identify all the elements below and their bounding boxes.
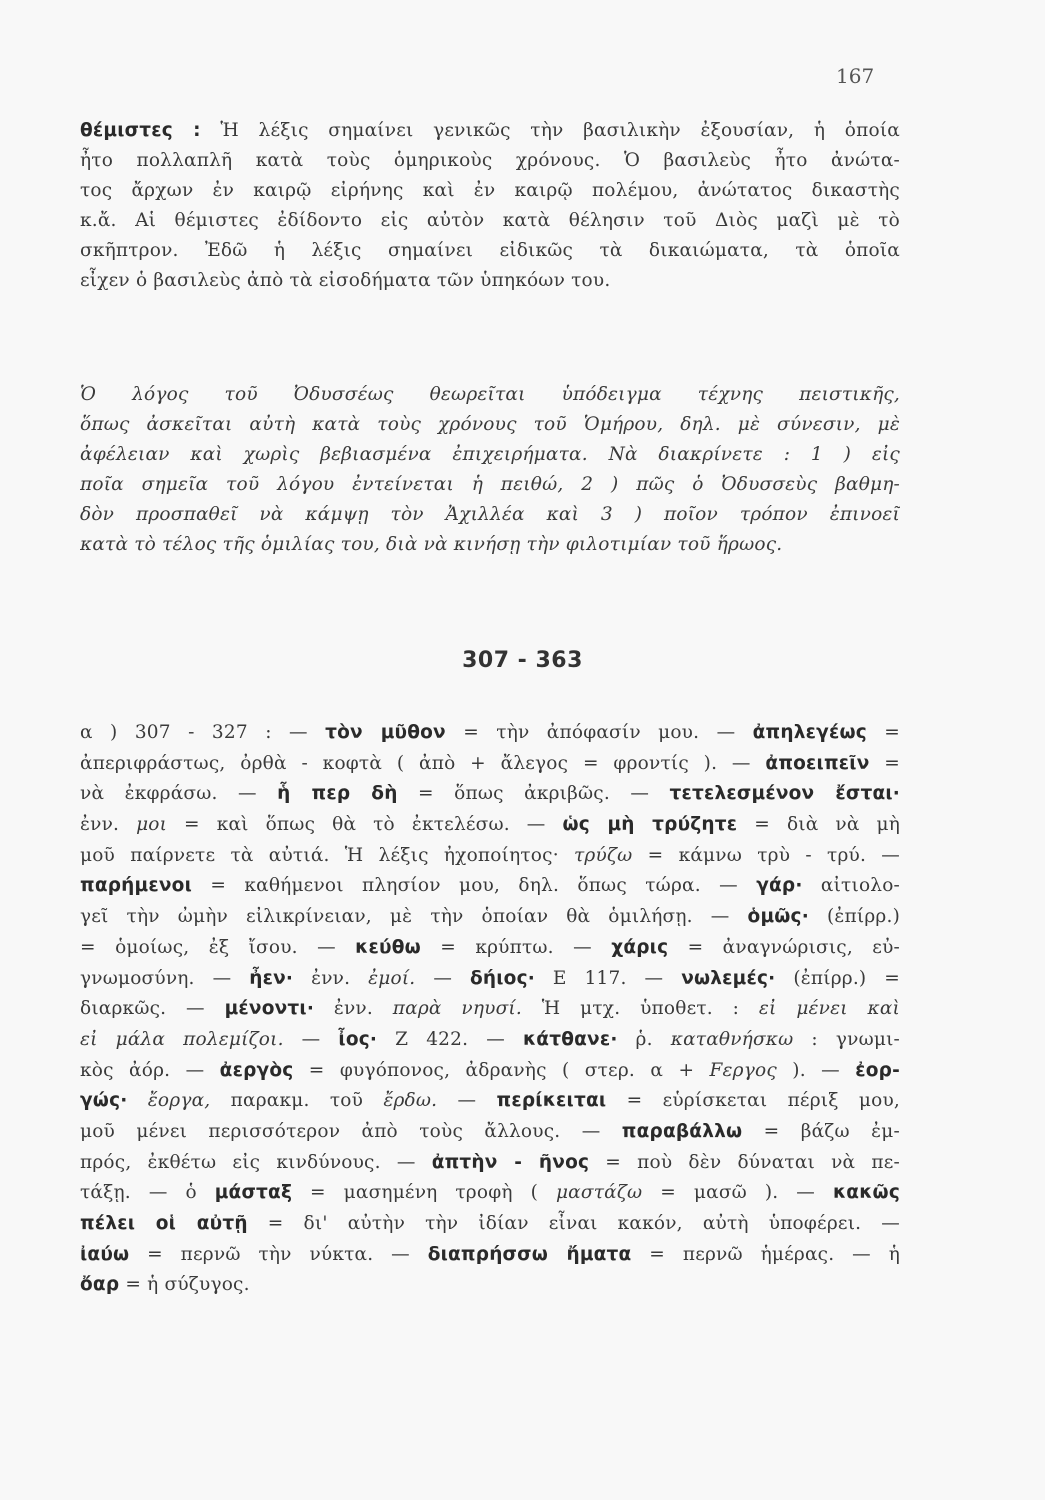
line-text	[127, 1090, 147, 1111]
line-text: τος ἄρχων ἐν καιρῷ εἰρήνης καὶ ἐν καιρῷ πολέμου, ἀνώτατος δικαστὴς	[80, 180, 900, 201]
text-line	[80, 1209, 900, 1240]
line-text: —	[283, 1028, 339, 1050]
term: ἰαύω	[80, 1243, 130, 1265]
line-text: Ε 117. —	[534, 967, 682, 989]
line-text: ἀπεριφράστως, ὀρθὰ - κοφτὰ ( ἀπὸ + ἄλεγος = φροντίς ). —	[80, 752, 766, 774]
term: δήιος·	[469, 967, 535, 989]
line-text: : γνωμι-	[793, 1028, 900, 1050]
term: μάσταξ	[214, 1182, 293, 1204]
text-line	[80, 1056, 900, 1087]
line-text: = ἀναγνώρισις, εὐ-	[668, 936, 900, 958]
text-line	[80, 871, 900, 902]
text-line	[80, 1270, 900, 1301]
section-heading: 307 - 363	[462, 648, 583, 673]
italic-word: καταθνήσκω	[670, 1028, 794, 1050]
text-line	[80, 206, 900, 236]
line-text: α ) 307 - 327 : —	[80, 722, 326, 743]
line-text: εἶχεν ὁ βασιλεὺς ἀπὸ τὰ εἰσοδήματα τῶν ὑπηκόων του.	[80, 270, 611, 291]
text-line: κατὰ τὸ τέλος τῆς ὁμιλίας του, διὰ νὰ κινήσῃ τὴν φιλοτιμίαν τοῦ ἥρωος.	[80, 534, 783, 555]
paragraph-themistes	[80, 116, 900, 296]
line-text: =	[866, 722, 900, 743]
term: ὄαρ	[80, 1274, 120, 1296]
text-line: δὸν προσπαθεῖ νὰ κάμψῃ τὸν Ἀχιλλέα καὶ 3 ) ποῖον τρόπον ἐπινοεῖ	[80, 504, 900, 525]
italic-word: Fεργος	[709, 1059, 777, 1081]
line-text: =	[869, 752, 900, 774]
text-line: ἀφέλειαν καὶ χωρὶς βεβιασμένα ἐπιχειρήματα. Νὰ διακρίνετε : 1 ) εἰς	[80, 444, 900, 465]
text-line	[80, 718, 900, 749]
line-text: γνωμοσύνη. —	[80, 967, 250, 989]
line-text: = φυγόπονος, ἀδρανὴς ( στερ. α +	[293, 1059, 710, 1081]
line-text: τάξῃ. — ὁ	[80, 1182, 215, 1204]
line-text: ἐνν.	[314, 998, 393, 1020]
text-line	[80, 964, 900, 995]
line-text: = κρύπτω. —	[420, 936, 612, 958]
line-text: πρός, ἐκθέτω εἰς κινδύνους. —	[80, 1151, 432, 1173]
page-number: 167	[836, 64, 875, 88]
term: γώς·	[80, 1090, 128, 1112]
term: μένοντι·	[224, 998, 315, 1020]
line-text: = διὰ νὰ μὴ	[737, 814, 900, 836]
line-text: ἐνν.	[293, 967, 369, 989]
line-text: = ὁμοίως, ἐξ ἴσου. —	[80, 936, 356, 958]
line-text: = περνῶ τὴν νύκτα. —	[129, 1243, 428, 1265]
term: θέμιστες :	[80, 120, 201, 141]
paragraph-odysseus-speech	[80, 380, 900, 560]
line-text: = κάμνω τρὺ - τρύ. —	[632, 844, 900, 866]
term: τὸν μῦθον	[325, 722, 446, 743]
text-line	[80, 266, 900, 296]
term: κεύθω	[355, 936, 421, 958]
line-text: μοῦ μένει περισσότερον ἀπὸ τοὺς ἄλλους. —	[80, 1120, 622, 1142]
line-text: παρακμ. τοῦ	[210, 1090, 384, 1112]
term: παρήμενοι	[80, 875, 192, 897]
line-text: = ὅπως ἀκριβῶς. —	[397, 783, 670, 805]
line-text: κὸς ἀόρ. —	[80, 1059, 220, 1081]
line-text: (ἐπίρρ.) =	[775, 967, 900, 989]
italic-word: τρύζω	[573, 844, 633, 866]
term: ἀπηλεγέως	[752, 722, 867, 743]
line-text: σκῆπτρον. Ἐδῶ ἡ λέξις σημαίνει εἰδικῶς τὰ δικαιώματα, τὰ ὁποῖα	[80, 240, 900, 261]
line-text: = εὑρίσκεται πέριξ μου,	[606, 1090, 900, 1112]
line-text: μοῦ παίρνετε τὰ αὐτιά. Ἡ λέξις ἠχοποίητος·	[80, 844, 574, 866]
text-line	[80, 146, 900, 176]
term: πέλει οἱ αὐτῇ	[80, 1213, 248, 1234]
term: ἀπτὴν - ῆνος	[431, 1151, 590, 1173]
line-text: ῥ.	[617, 1028, 671, 1050]
line-text: ). —	[776, 1059, 856, 1081]
paragraph-glossary	[80, 718, 900, 1301]
text-line: Ὁ λόγος τοῦ Ὀδυσσέως θεωρεῖται ὑπόδειγμα τέχνης πειστικῆς,	[80, 384, 900, 405]
text-line	[80, 779, 900, 810]
italic-word: ἔρδω.	[383, 1090, 438, 1112]
italic-word: ἐμοί.	[368, 967, 416, 989]
line-text: = καθήμενοι πλησίον μου, δηλ. ὅπως τώρα. —	[192, 875, 757, 897]
line-text: = μασῶ ). —	[642, 1182, 833, 1204]
term: γάρ·	[756, 875, 803, 897]
text-line	[80, 933, 900, 964]
line-text: Ἡ λέξις σημαίνει γενικῶς τὴν βασιλικὴν ἐξουσίαν, ἡ ὁποία	[200, 120, 900, 141]
italic-word: μαστάζω	[555, 1182, 643, 1204]
line-text: = ἡ σύζυγος.	[119, 1274, 250, 1296]
term: ἦεν·	[249, 967, 294, 989]
term: διαπρήσσω ἤματα	[427, 1243, 632, 1265]
line-text: ἦτο πολλαπλῆ κατὰ τοὺς ὁμηρικοὺς χρόνους. Ὁ βασιλεὺς ἦτο ἀνώτα-	[80, 150, 900, 171]
italic-word: εἰ μένει καὶ	[758, 998, 900, 1020]
term: ὁμῶς·	[747, 906, 809, 928]
term: κάτθανε·	[522, 1028, 618, 1050]
italic-word: εἰ μάλα πολεμίζοι.	[80, 1028, 284, 1050]
line-text: = περνῶ ἡμέρας. — ἡ	[631, 1243, 900, 1265]
text-line: ὅπως ἀσκεῖται αὐτὴ κατὰ τοὺς χρόνους τοῦ Ὁμήρου, δηλ. μὲ σύνεσιν, μὲ	[80, 414, 900, 435]
line-text: = μασημένη τροφὴ (	[292, 1182, 556, 1204]
term: ἐορ-	[855, 1059, 900, 1081]
text-line	[80, 1086, 900, 1117]
term: νωλεμές·	[681, 967, 776, 989]
term: περίκειται	[496, 1090, 607, 1112]
italic-word: παρὰ νηυσί.	[392, 998, 522, 1020]
line-text: αἰτιολο-	[802, 875, 900, 897]
text-line	[80, 1178, 900, 1209]
text-line: ποῖα σημεῖα τοῦ λόγου ἐντείνεται ἡ πειθώ, 2 ) πῶς ὁ Ὀδυσσεὺς βαθμη-	[80, 474, 900, 495]
text-line	[80, 116, 900, 146]
text-line	[80, 810, 900, 841]
term: ἀεργὸς	[219, 1059, 294, 1081]
text-line	[80, 902, 900, 933]
line-text: Ζ 422. —	[377, 1028, 523, 1050]
term: ἧ περ δὴ	[277, 783, 398, 805]
line-text: (ἐπίρρ.)	[808, 906, 900, 928]
italic-word: ἔοργα,	[147, 1090, 211, 1112]
term: παραβάλλω	[621, 1120, 743, 1142]
text-line	[80, 176, 900, 206]
text-line	[80, 749, 900, 780]
line-text: = τὴν ἀπόφασίν μου. —	[445, 722, 753, 743]
italic-word: μοι	[136, 814, 168, 836]
term: ἶος·	[338, 1028, 378, 1050]
line-text: ἐνν.	[80, 814, 137, 836]
line-text: = καὶ ὅπως θὰ τὸ ἐκτελέσω. —	[167, 814, 563, 836]
line-text: = ποὺ δὲν δύναται νὰ πε-	[589, 1151, 900, 1173]
line-text: νὰ ἐκφράσω. —	[80, 783, 278, 805]
text-line	[80, 1025, 900, 1056]
line-text: γεῖ τὴν ὠμὴν εἰλικρίνειαν, μὲ τὴν ὁποίαν θὰ ὁμιλήσῃ. —	[80, 906, 748, 928]
line-text: = δι' αὐτὴν τὴν ἰδίαν εἶναι κακόν, αὐτὴ ὑποφέρει. —	[247, 1213, 900, 1234]
text-line	[80, 994, 900, 1025]
line-text: —	[437, 1090, 497, 1112]
text-line	[80, 1117, 900, 1148]
text-line	[80, 236, 900, 266]
term: κακῶς	[832, 1182, 900, 1204]
line-text: = βάζω ἐμ-	[742, 1120, 900, 1142]
term: τετελεσμένον ἔσται·	[669, 783, 900, 805]
line-text: Ἡ μτχ. ὑποθετ. :	[521, 998, 759, 1020]
term: ὡς μὴ τρύζητε	[562, 814, 738, 836]
line-text: διαρκῶς. —	[80, 998, 225, 1020]
term: ἀποειπεῖν	[765, 752, 870, 774]
term: χάρις	[611, 936, 669, 958]
line-text: κ.ἄ. Αἱ θέμιστες ἐδίδοντο εἰς αὐτὸν κατὰ θέλησιν τοῦ Διὸς μαζὶ μὲ τὸ	[80, 210, 900, 231]
text-line	[80, 1148, 900, 1179]
text-line	[80, 1240, 900, 1271]
text-line	[80, 841, 900, 872]
line-text: —	[415, 967, 470, 989]
